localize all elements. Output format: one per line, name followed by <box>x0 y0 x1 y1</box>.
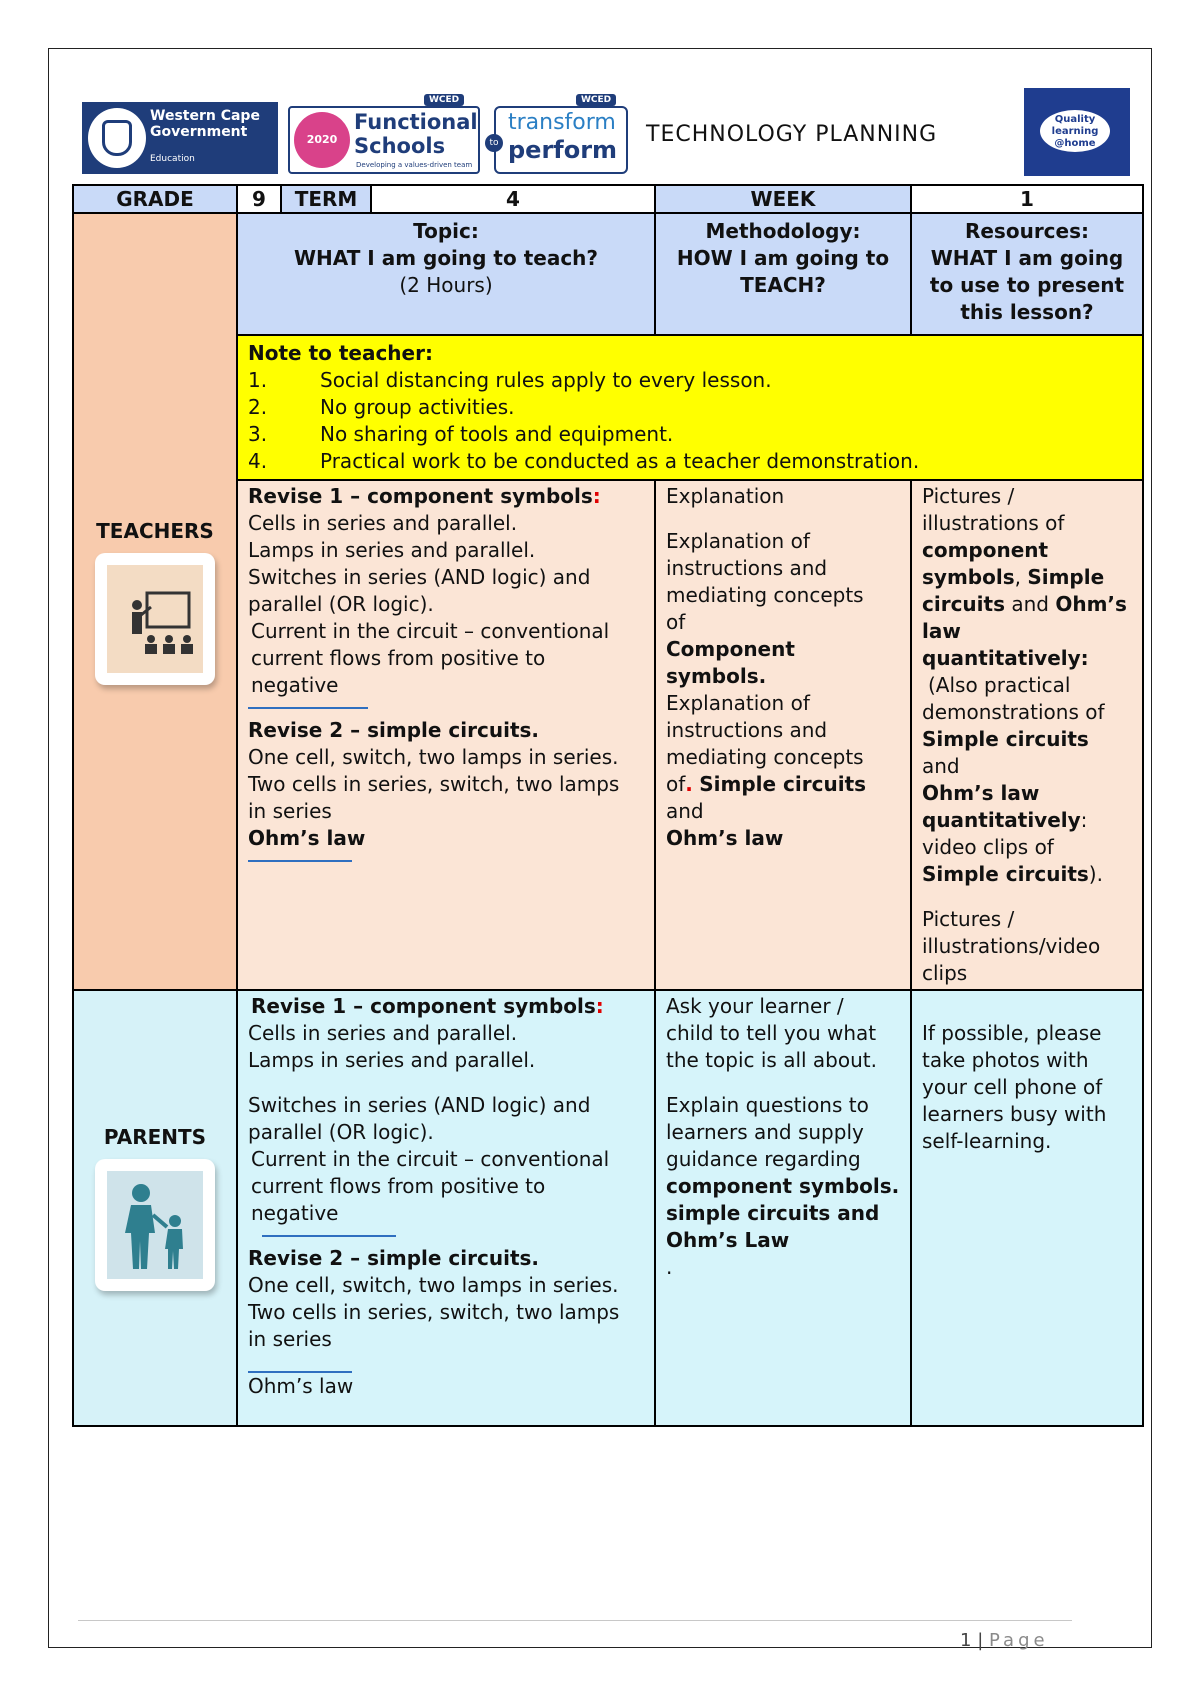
teachers-method-line: instructions and <box>666 718 828 742</box>
tp-logo-line2: perform <box>508 136 618 164</box>
document-title: TECHNOLOGY PLANNING <box>646 122 938 147</box>
teachers-topic-line: parallel (OR logic). <box>248 592 434 616</box>
teachers-topic-cell <box>237 480 655 990</box>
methodology-heading <box>655 213 911 335</box>
parents-revise2-title: Revise 2 – simple circuits. <box>248 1246 540 1270</box>
note-text: Social distancing rules apply to every lesson. <box>320 368 772 392</box>
transform-perform-logo <box>489 95 628 174</box>
teachers-method-line: instructions and <box>666 556 828 580</box>
resources-heading-line1: Resources: <box>964 219 1090 243</box>
topic-heading-line1: Topic: <box>413 219 479 243</box>
parents-topic-line: Two cells in series, switch, two lamps <box>248 1300 620 1324</box>
page-number-separator: | <box>977 1630 984 1651</box>
topic-heading-line2: WHAT I am going to teach? <box>293 246 599 270</box>
parents-method-line: child to tell you what <box>666 1021 877 1045</box>
teachers-resource-part: ). <box>1088 862 1103 886</box>
parents-method-line: Ohm’s Law <box>666 1228 790 1252</box>
wc-logo-line2: Government <box>150 124 248 140</box>
teachers-topic-line: Lamps in series and parallel. <box>248 538 536 562</box>
tp-logo-to: to <box>485 134 503 152</box>
teachers-method-line: Explanation of <box>666 691 810 715</box>
teachers-resource-part: : <box>1080 646 1089 670</box>
note-item <box>248 394 1132 421</box>
divider <box>262 1235 396 1237</box>
coat-of-arms-icon <box>88 108 146 168</box>
page-number-value: 1 <box>960 1630 972 1651</box>
divider <box>248 707 368 709</box>
teachers-topic-line: current flows from positive to <box>251 646 546 670</box>
column-headings-row <box>73 213 1143 335</box>
teachers-method-line: Explanation of <box>666 529 810 553</box>
note-number: 4. <box>248 449 268 473</box>
parents-method-line: . <box>666 1255 673 1279</box>
teachers-method-simple-circuits: Simple circuits <box>699 772 867 796</box>
methodology-heading-line1: Methodology: <box>705 219 861 243</box>
parents-method-line: component symbols. <box>666 1174 900 1198</box>
parents-method-line: Explain questions to <box>666 1093 869 1117</box>
functional-schools-logo <box>288 95 480 174</box>
parents-method-line: Ask your learner / <box>666 994 844 1018</box>
teachers-method-line: of <box>666 610 686 634</box>
note-item <box>248 367 1132 394</box>
teachers-ohms-law: Ohm’s law <box>248 826 366 850</box>
teachers-resource-line: Simple circuits <box>922 727 1089 751</box>
planning-table <box>72 184 1144 1427</box>
teachers-resource-line: Pictures / <box>922 907 1015 931</box>
note-item <box>248 421 1132 448</box>
week-label: WEEK <box>655 185 911 213</box>
parents-topic-cell <box>237 990 655 1426</box>
parents-topic-line: Lamps in series and parallel. <box>248 1048 536 1072</box>
parents-revise1-title: Revise 1 – component symbols <box>251 994 596 1018</box>
note-number: 2. <box>248 395 268 419</box>
teachers-resource-line: and <box>922 754 960 778</box>
page-number <box>960 1630 1049 1651</box>
teachers-method-line: Component symbols. <box>666 637 795 688</box>
quality-learning-at-home-logo <box>1024 88 1130 176</box>
methodology-heading-line2: HOW I am going to <box>676 246 890 270</box>
teachers-section-label <box>73 213 237 990</box>
teachers-method-line: mediating concepts <box>666 745 864 769</box>
parents-content-row <box>73 990 1143 1426</box>
year-badge: 2020 <box>294 112 350 168</box>
note-text: No group activities. <box>320 395 515 419</box>
teachers-revise1-title: Revise 1 – component symbols <box>248 484 593 508</box>
wced-badge: WCED <box>424 94 464 106</box>
teachers-method-line: and <box>666 799 704 823</box>
grade-value: 9 <box>237 185 281 213</box>
parents-revise1-colon: : <box>595 994 604 1018</box>
parents-resource-line: self-learning. <box>922 1129 1052 1153</box>
teachers-topic-line: One cell, switch, two lamps in series. <box>248 745 619 769</box>
teachers-resource-part: : <box>1080 808 1088 832</box>
parents-resource-line: your cell phone of <box>922 1075 1103 1099</box>
week-value: 1 <box>911 185 1143 213</box>
teacher-presentation-icon <box>95 553 215 685</box>
parents-methodology-cell <box>655 990 911 1426</box>
note-list <box>248 367 1132 475</box>
parents-ohms-law: Ohm’s law <box>248 1374 354 1398</box>
teachers-method-line: Ohm’s law <box>666 826 784 850</box>
teachers-revise2-title: Revise 2 – simple circuits. <box>248 718 540 742</box>
footer-divider <box>78 1620 1072 1621</box>
western-cape-government-logo <box>82 102 278 174</box>
parents-resource-line: If possible, please <box>922 1021 1102 1045</box>
teachers-resource-line: Pictures / <box>922 484 1015 508</box>
parents-topic-line: in series <box>248 1327 332 1351</box>
note-number: 3. <box>248 422 268 446</box>
teachers-label: TEACHERS <box>96 518 214 543</box>
teachers-topic-line: negative <box>251 673 339 697</box>
ql-logo-line2: learning <box>1051 126 1099 137</box>
ql-logo-line1: Quality <box>1054 114 1096 125</box>
wc-logo-line1: Western Cape <box>150 108 260 124</box>
term-label: TERM <box>281 185 371 213</box>
topic-heading-line3: (2 Hours) <box>399 273 493 297</box>
teachers-topic-line: Two cells in series, switch, two lamps <box>248 772 620 796</box>
teachers-resources-cell <box>911 480 1143 990</box>
parents-topic-line: negative <box>251 1201 339 1225</box>
parents-topic-line: Switches in series (AND logic) and <box>248 1093 591 1117</box>
parents-method-line: simple circuits and <box>666 1201 880 1225</box>
parents-method-line: learners and supply <box>666 1120 864 1144</box>
wc-logo-line3: Education <box>150 154 195 164</box>
teachers-resource-line: illustrations/video <box>922 934 1101 958</box>
teachers-resource-line: video clips of <box>922 835 1054 859</box>
teachers-resource-part: Ohm’s <box>1055 592 1127 616</box>
teachers-resource-line: illustrations of <box>922 511 1065 535</box>
teachers-resource-part: and <box>1005 592 1056 616</box>
methodology-heading-line3: TEACH? <box>740 273 826 297</box>
parents-topic-line: One cell, switch, two lamps in series. <box>248 1273 619 1297</box>
teachers-resource-part: , <box>1014 565 1028 589</box>
wced-badge: WCED <box>576 94 616 106</box>
resources-heading-line2: WHAT I am going <box>930 246 1124 270</box>
teachers-resource-line: (Also practical <box>928 673 1071 697</box>
parents-topic-line: current flows from positive to <box>251 1174 546 1198</box>
parents-topic-line: Cells in series and parallel. <box>248 1021 518 1045</box>
parents-resource-line: take photos with <box>922 1048 1089 1072</box>
grade-label: GRADE <box>73 185 237 213</box>
parents-topic-line: parallel (OR logic). <box>248 1120 434 1144</box>
parents-label: PARENTS <box>103 1125 207 1149</box>
divider <box>248 860 352 862</box>
teachers-revise1-colon: : <box>592 484 601 508</box>
term-value: 4 <box>371 185 655 213</box>
page-label: Page <box>989 1630 1049 1651</box>
resources-heading-line4: this lesson? <box>960 300 1094 324</box>
teachers-resource-part: Simple <box>1027 565 1105 589</box>
resources-heading-line3: to use to present <box>929 273 1125 297</box>
teachers-resource-line: Ohm’s law <box>922 781 1040 805</box>
teachers-resource-line: demonstrations of <box>922 700 1105 724</box>
teachers-resource-part: quantitatively <box>922 808 1081 832</box>
note-text: Practical work to be conducted as a teacher demonstration. <box>320 449 920 473</box>
parent-and-child-icon <box>95 1159 215 1291</box>
teachers-resource-part: Simple circuits <box>922 862 1089 886</box>
teachers-method-line: mediating concepts <box>666 583 864 607</box>
grade-term-week-row <box>73 185 1143 213</box>
topic-heading <box>237 213 655 335</box>
teachers-topic-line: in series <box>248 799 332 823</box>
teachers-resource-line: component <box>922 538 1049 562</box>
teachers-topic-line: Current in the circuit – conventional <box>251 619 610 643</box>
parents-section-label <box>73 990 237 1426</box>
note-to-teacher <box>237 335 1143 480</box>
note-text: No sharing of tools and equipment. <box>320 422 674 446</box>
parents-method-line: guidance regarding <box>666 1147 861 1171</box>
tp-logo-line1: transform <box>508 110 616 135</box>
teachers-method-of: of <box>666 772 686 796</box>
resources-heading <box>911 213 1143 335</box>
fs-logo-tagline: Developing a values-driven team <box>356 161 473 169</box>
parents-resource-line: learners busy with <box>922 1102 1107 1126</box>
note-title: Note to teacher: <box>248 341 433 365</box>
parents-method-line: the topic is all about. <box>666 1048 877 1072</box>
teachers-method-dot: . <box>685 772 693 796</box>
teachers-methodology-cell <box>655 480 911 990</box>
parents-topic-line: Current in the circuit – conventional <box>251 1147 610 1171</box>
fs-logo-name2: Schools <box>354 134 446 158</box>
note-item <box>248 448 1132 475</box>
teachers-method-line: Explanation <box>666 484 785 508</box>
teachers-resource-line: clips <box>922 961 968 985</box>
note-number: 1. <box>248 368 268 392</box>
teachers-resource-part: law quantitatively <box>922 619 1081 670</box>
parents-resources-cell <box>911 990 1143 1426</box>
teachers-topic-line: Switches in series (AND logic) and <box>248 565 591 589</box>
teachers-resource-part: circuits <box>922 592 1005 616</box>
teachers-resource-part: symbols <box>922 565 1015 589</box>
teachers-topic-line: Cells in series and parallel. <box>248 511 518 535</box>
ql-logo-line3: @home <box>1054 138 1096 149</box>
fs-logo-name1: Functional <box>354 110 478 134</box>
